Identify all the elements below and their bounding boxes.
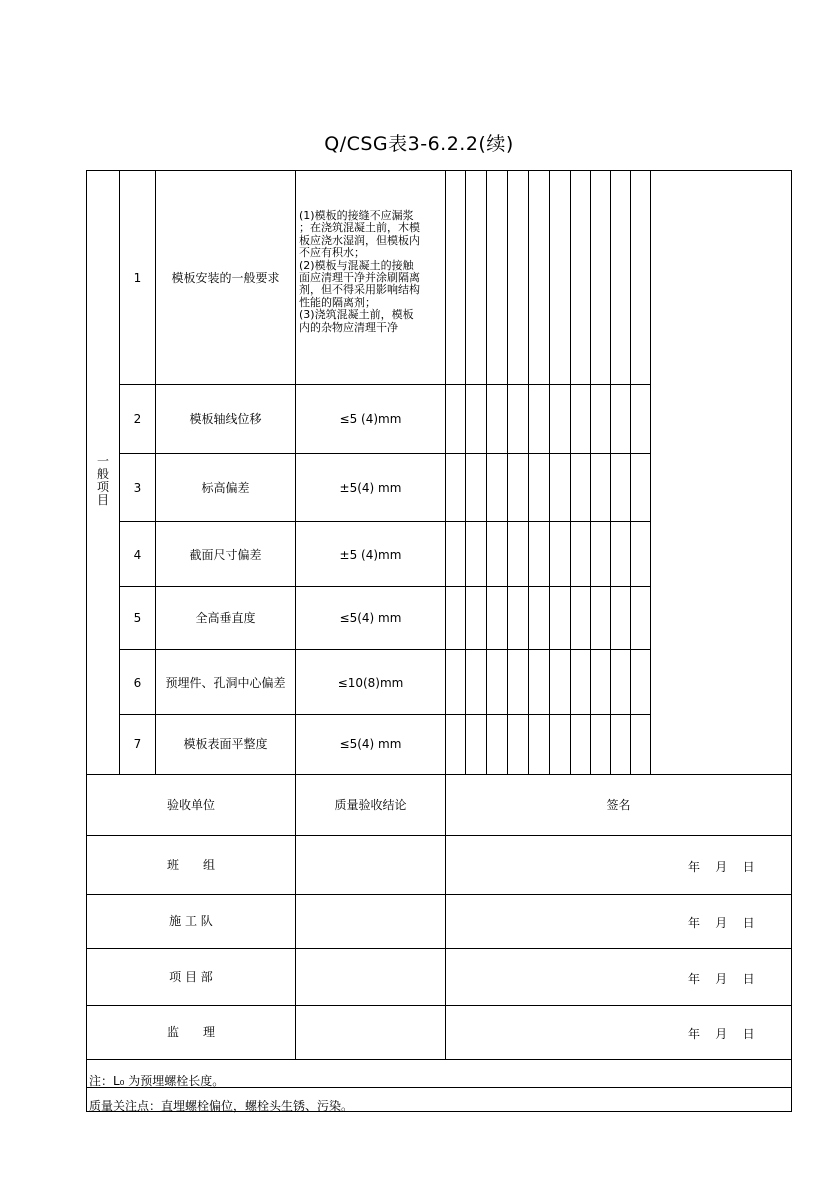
item-number: 3	[133, 481, 142, 495]
item-standard: ≤5(4) mm	[339, 737, 402, 751]
item-number: 2	[133, 412, 142, 426]
item-standard: ≤5 (4)mm	[339, 412, 402, 426]
item-name: 模板表面平整度	[183, 737, 268, 751]
signature-date: 年 月 日	[688, 916, 755, 930]
item-number: 4	[133, 548, 142, 562]
signature-date: 年 月 日	[688, 972, 755, 986]
item-standard: ±5 (4)mm	[339, 548, 402, 562]
acceptance-signature-header: 签名	[606, 798, 631, 812]
item-standard: ±5(4) mm	[339, 481, 402, 495]
quality-focus-note: 质量关注点：直埋螺栓偏位，螺栓头生锈、污染。	[89, 1099, 354, 1113]
item-number: 7	[133, 737, 142, 751]
page-title: Q/CSG表3-6.2.2(续)	[324, 133, 514, 155]
item-name: 全高垂直度	[195, 611, 256, 625]
item-name: 截面尺寸偏差	[189, 548, 262, 562]
item-name: 模板安装的一般要求	[171, 271, 280, 285]
item-number: 6	[133, 676, 142, 690]
acceptance-unit-team: 班 组	[166, 858, 215, 872]
item-name: 预埋件、孔洞中心偏差	[165, 676, 286, 690]
acceptance-unit-supervision: 监 理	[166, 1025, 215, 1039]
note-text: 注：L₀ 为预埋螺栓长度。	[89, 1074, 225, 1088]
signature-date: 年 月 日	[688, 1027, 755, 1041]
item-number: 1	[133, 271, 142, 285]
acceptance-unit-project-dept: 项 目 部	[169, 970, 213, 984]
item-standard: (1)模板的接缝不应漏浆 ；在浇筑混凝土前，木模 板应浇水湿润，但模板内 不应有积水； (2)模板与混凝土的接触 面应清理干净并涂刷隔离 剂，但不得采用影响结构 性能的隔离剂； (3)浇筑混凝土前，模板 内的杂物应清理干净	[299, 209, 420, 334]
item-standard: ≤5(4) mm	[339, 611, 402, 625]
acceptance-unit-construction-team: 施 工 队	[169, 914, 213, 928]
item-name: 模板轴线位移	[189, 412, 262, 426]
item-standard: ≤10(8)mm	[337, 676, 404, 690]
acceptance-unit-header: 验收单位	[166, 798, 215, 812]
item-number: 5	[133, 611, 142, 625]
signature-date: 年 月 日	[688, 860, 755, 874]
section-label-general: 一 般 项 目	[96, 454, 109, 507]
item-name: 标高偏差	[201, 481, 250, 495]
acceptance-conclusion-header: 质量验收结论	[334, 798, 407, 812]
